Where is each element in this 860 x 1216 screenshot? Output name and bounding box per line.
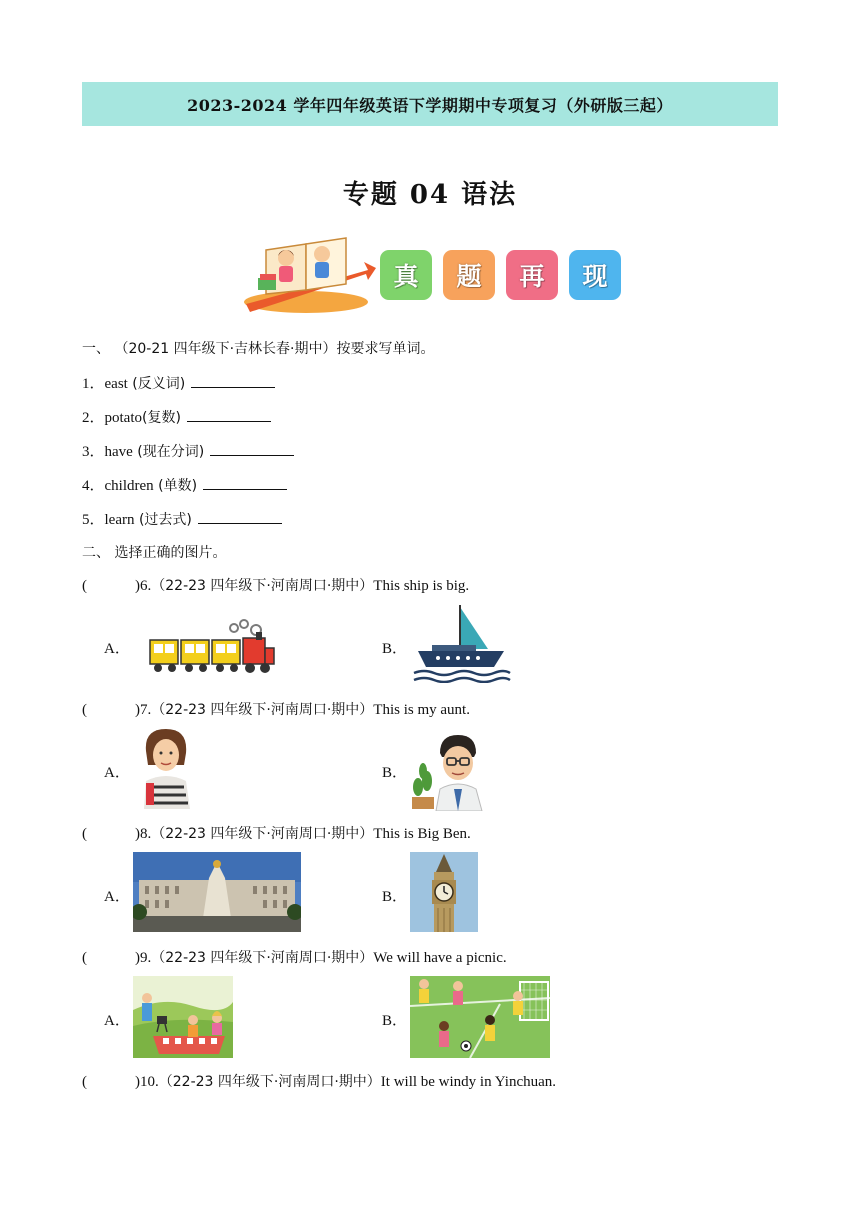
answer-blank[interactable]: [187, 407, 271, 422]
woman-image[interactable]: [138, 725, 194, 809]
question-item: [82, 406, 271, 427]
answer-paren-open[interactable]: (: [82, 826, 87, 842]
question-source: （22-23 四年级下·河南周口·期中）: [158, 1074, 381, 1090]
section2-heading: 二、 选择正确的图片。: [82, 545, 227, 561]
question-number: )9.: [135, 950, 152, 966]
palace-image[interactable]: [133, 852, 301, 932]
question-source: （22-23 四年级下·河南周口·期中）: [151, 702, 374, 718]
train-image[interactable]: [148, 618, 276, 676]
item-number: 1．: [82, 376, 105, 392]
answer-blank[interactable]: [203, 475, 287, 490]
question-text: This ship is big.: [373, 578, 470, 594]
reading-kids-illustration: [236, 228, 376, 316]
question-item: [82, 372, 275, 393]
option-b-label: B．: [382, 1013, 408, 1029]
banner-text: 2023-2024 学年四年级英语下学期期中专项复习（外研版三起）: [187, 95, 673, 115]
choice-question-10: [82, 1071, 556, 1091]
question-source: （22-23 四年级下·河南周口·期中）: [151, 950, 374, 966]
item-number: 3．: [82, 444, 105, 460]
question-item: [82, 440, 294, 461]
answer-paren-open[interactable]: (: [82, 578, 87, 594]
question-number: )10.: [135, 1074, 159, 1090]
item-number: 5．: [82, 512, 105, 528]
answer-blank[interactable]: [210, 441, 294, 456]
option-b-label: B．: [382, 641, 408, 657]
ship-image[interactable]: [410, 603, 512, 683]
question-text: We will have a picnic.: [373, 950, 507, 966]
tile-zhen: [380, 250, 432, 300]
choice-question-6: [82, 575, 469, 595]
answer-paren-open[interactable]: (: [82, 950, 87, 966]
question-text: This is my aunt.: [373, 702, 470, 718]
football-image[interactable]: [410, 976, 550, 1058]
question-text: This is Big Ben.: [373, 826, 471, 842]
man-doctor-image[interactable]: [410, 731, 494, 811]
question-number: )8.: [135, 826, 152, 842]
picnic-image[interactable]: [133, 976, 233, 1058]
item-hint: (过去式): [134, 512, 192, 528]
tile-char: 现: [582, 262, 608, 291]
item-number: 2．: [82, 410, 105, 426]
question-text: It will be windy in Yinchuan.: [380, 1074, 557, 1090]
option-a-label: A．: [104, 889, 130, 905]
tile-ti: [443, 250, 495, 300]
tile-char: 真: [393, 262, 419, 291]
option-a-label: A．: [104, 641, 130, 657]
question-source: （22-23 四年级下·河南周口·期中）: [151, 826, 374, 842]
question-item: [82, 474, 287, 495]
tile-char: 题: [456, 262, 482, 291]
choice-question-7: [82, 699, 470, 719]
item-hint: (单数): [153, 478, 198, 494]
item-hint: (复数): [142, 410, 181, 426]
section1-heading: 一、 （20-21 四年级下·吉林长春·期中）按要求写单词。: [82, 341, 435, 357]
option-b-label: B．: [382, 889, 408, 905]
question-source: （22-23 四年级下·河南周口·期中）: [151, 578, 374, 594]
item-hint: (现在分词): [132, 444, 205, 460]
tile-xian: [569, 250, 621, 300]
option-a-label: A．: [104, 765, 130, 781]
option-b-label: B．: [382, 765, 408, 781]
header-banner: [82, 82, 778, 126]
item-word: children: [104, 478, 154, 494]
choice-question-8: [82, 823, 471, 843]
answer-blank[interactable]: [198, 509, 282, 524]
item-word: have: [104, 444, 133, 460]
tile-char: 再: [519, 262, 545, 291]
answer-blank[interactable]: [191, 373, 275, 388]
item-word: east: [104, 376, 128, 392]
choice-question-9: [82, 947, 507, 967]
answer-paren-open[interactable]: (: [82, 1074, 87, 1090]
big-ben-image[interactable]: [410, 852, 478, 932]
question-number: )7.: [135, 702, 152, 718]
item-word: learn: [104, 512, 135, 528]
question-item: [82, 508, 282, 529]
item-hint: (反义词): [127, 376, 186, 392]
option-a-label: A．: [104, 1013, 130, 1029]
item-word: potato: [104, 410, 143, 426]
item-number: 4．: [82, 478, 105, 494]
question-number: )6.: [135, 578, 152, 594]
page-title: 专题 04 语法: [342, 180, 518, 210]
answer-paren-open[interactable]: (: [82, 702, 87, 718]
tile-zai: [506, 250, 558, 300]
